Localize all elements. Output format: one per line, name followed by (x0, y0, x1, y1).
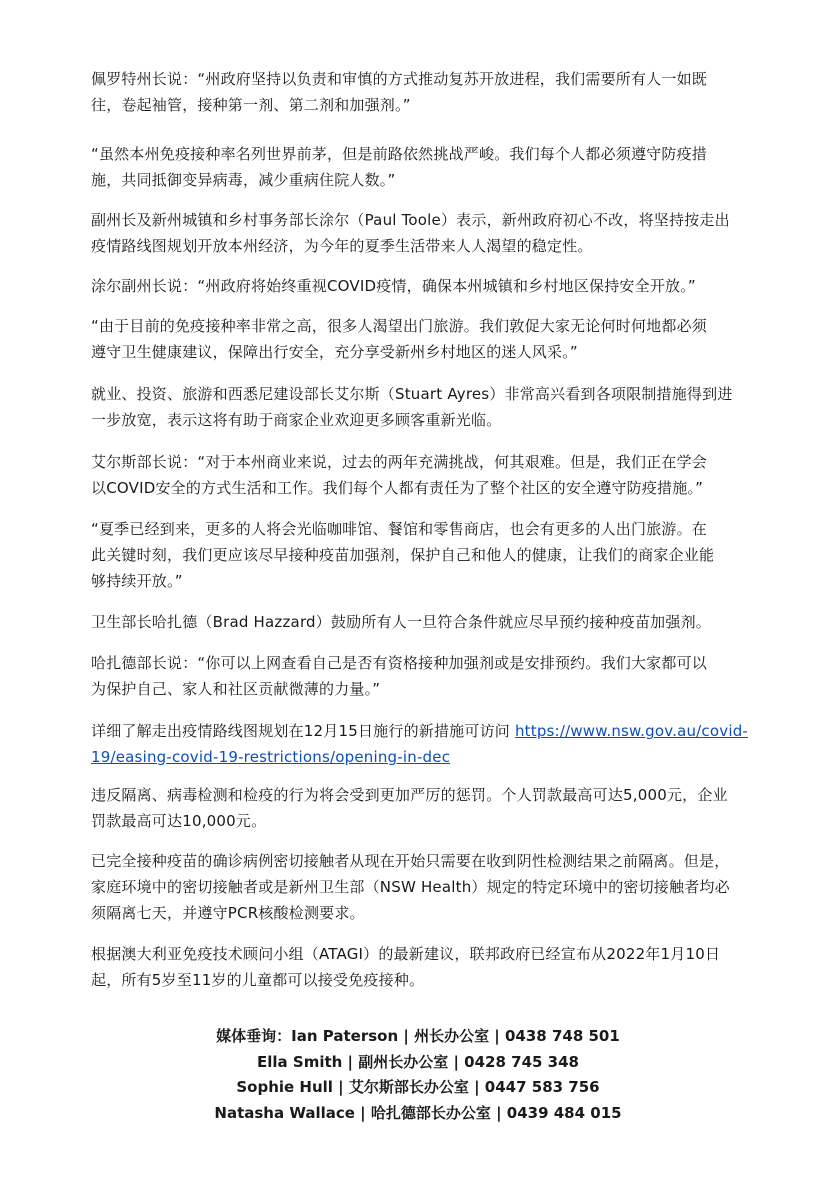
text-line: 罚款最高可达10,000元。 (91, 812, 267, 830)
paragraph-more-info (91, 718, 751, 770)
text-line: 施，共同抵御变异病毒，减少重病住院人数。” (91, 171, 396, 189)
text-line (91, 718, 751, 744)
paragraph-toole-quote-1 (91, 273, 751, 299)
text-line: 佩罗特州长说：“州政府坚持以负责和审慎的方式推动复苏开放进程，我们需要所有人一如既 (91, 70, 707, 88)
media-contacts (0, 1024, 836, 1126)
paragraph-ayres-quote-2 (91, 516, 751, 594)
text-line: “由于目前的免疫接种率非常之高，很多人渴望出门旅游。我们敦促大家无论何时何地都必须 (91, 317, 707, 335)
text-line: 就业、投资、旅游和西悉尼建设部长艾尔斯（Stuart Ayres）非常高兴看到各项限制措施得到进 (91, 385, 733, 403)
text-line: 艾尔斯部长说：“对于本州商业来说，过去的两年充满挑战，何其艰难。但是，我们正在学会 (91, 453, 707, 471)
media-contact-line: 媒体垂询：Ian Paterson | 州长办公室 | 0438 748 501 (216, 1027, 620, 1045)
text-line: 往，卷起袖管，接种第一剂、第二剂和加强剂。” (91, 96, 411, 114)
text-line: 哈扎德部长说：“你可以上网查看自己是否有资格接种加强剂或是安排预约。我们大家都可以 (91, 654, 707, 672)
text-line: 以COVID安全的方式生活和工作。我们每个人都有责任为了整个社区的安全遵守防疫措施。” (91, 479, 704, 497)
paragraph-perrottet-quote-2 (91, 141, 751, 193)
paragraph-hazzard-quote (91, 650, 751, 702)
text-line: 卫生部长哈扎德（Brad Hazzard）鼓励所有人一旦符合条件就应尽早预约接种疫苗加强剂。 (91, 613, 711, 631)
text-line: “虽然本州免疫接种率名列世界前茅，但是前路依然挑战严峻。我们每个人都必须遵守防疫措 (91, 145, 707, 163)
text-line: 疫情路线图规划开放本州经济，为今年的夏季生活带来人人渴望的稳定性。 (91, 237, 593, 255)
paragraph-ayres-intro (91, 381, 751, 433)
text-line: 涂尔副州长说：“州政府将始终重视COVID疫情，确保本州城镇和乡村地区保持安全开放。” (91, 277, 696, 295)
media-contact-line: Natasha Wallace | 哈扎德部长办公室 | 0439 484 015 (214, 1103, 622, 1122)
text-line: “夏季已经到来，更多的人将会光临咖啡馆、餐馆和零售商店，也会有更多的人出门旅游。在 (91, 520, 707, 538)
text-line: 根据澳大利亚免疫技术顾问小组（ATAGI）的最新建议，联邦政府已经宣布从2022年1月10日 (91, 945, 721, 963)
roadmap-link[interactable]: https://www.nsw.gov.au/covid- (514, 722, 749, 740)
paragraph-perrottet-quote-1 (91, 66, 751, 118)
text-line: 须隔离七天，并遵守PCR核酸检测要求。 (91, 904, 365, 922)
text-line: 为保护自己、家人和社区贡献微薄的力量。” (91, 680, 381, 698)
more-info-text: 详细了解走出疫情路线图规划在12月15日施行的新措施可访问 (91, 722, 515, 740)
paragraph-toole-intro (91, 207, 751, 259)
text-line: 一步放宽，表示这将有助于商家企业欢迎更多顾客重新光临。 (91, 411, 502, 429)
paragraph-ayres-quote-1 (91, 449, 751, 501)
text-line: 遵守卫生健康建议，保障出行安全，充分享受新州乡村地区的迷人风采。” (91, 343, 578, 361)
text-line: 家庭环境中的密切接触者或是新州卫生部（NSW Health）规定的特定环境中的密切接触者均必 (91, 878, 730, 896)
media-contact-line: Sophie Hull | 艾尔斯部长办公室 | 0447 583 756 (236, 1078, 600, 1096)
text-line: 够持续开放。” (91, 572, 183, 590)
text-line: 起，所有5岁至11岁的儿童都可以接受免疫接种。 (91, 971, 425, 989)
paragraph-toole-quote-2 (91, 313, 751, 365)
paragraph-close-contacts (91, 848, 751, 926)
text-line: 此关键时刻，我们更应该尽早接种疫苗加强剂，保护自己和他人的健康，让我们的商家企业能 (91, 546, 715, 564)
text-line: 违反隔离、病毒检测和检疫的行为将会受到更加严厉的惩罚。个人罚款最高可达5,000元，企业 (91, 786, 728, 804)
text-line (91, 744, 751, 770)
paragraph-hazzard-intro (91, 609, 751, 635)
paragraph-penalties (91, 782, 751, 834)
text-line: 副州长及新州城镇和乡村事务部长涂尔（Paul Toole）表示，新州政府初心不改，将坚持按走出 (91, 211, 730, 229)
media-contact-line: Ella Smith | 副州长办公室 | 0428 745 348 (257, 1052, 579, 1071)
text-line: 已完全接种疫苗的确诊病例密切接触者从现在开始只需要在收到阴性检测结果之前隔离。但是， (91, 852, 730, 870)
roadmap-link-continued[interactable]: 19/easing-covid-19-restrictions/opening-in-dec (91, 748, 451, 766)
paragraph-children-vaccination (91, 941, 751, 993)
